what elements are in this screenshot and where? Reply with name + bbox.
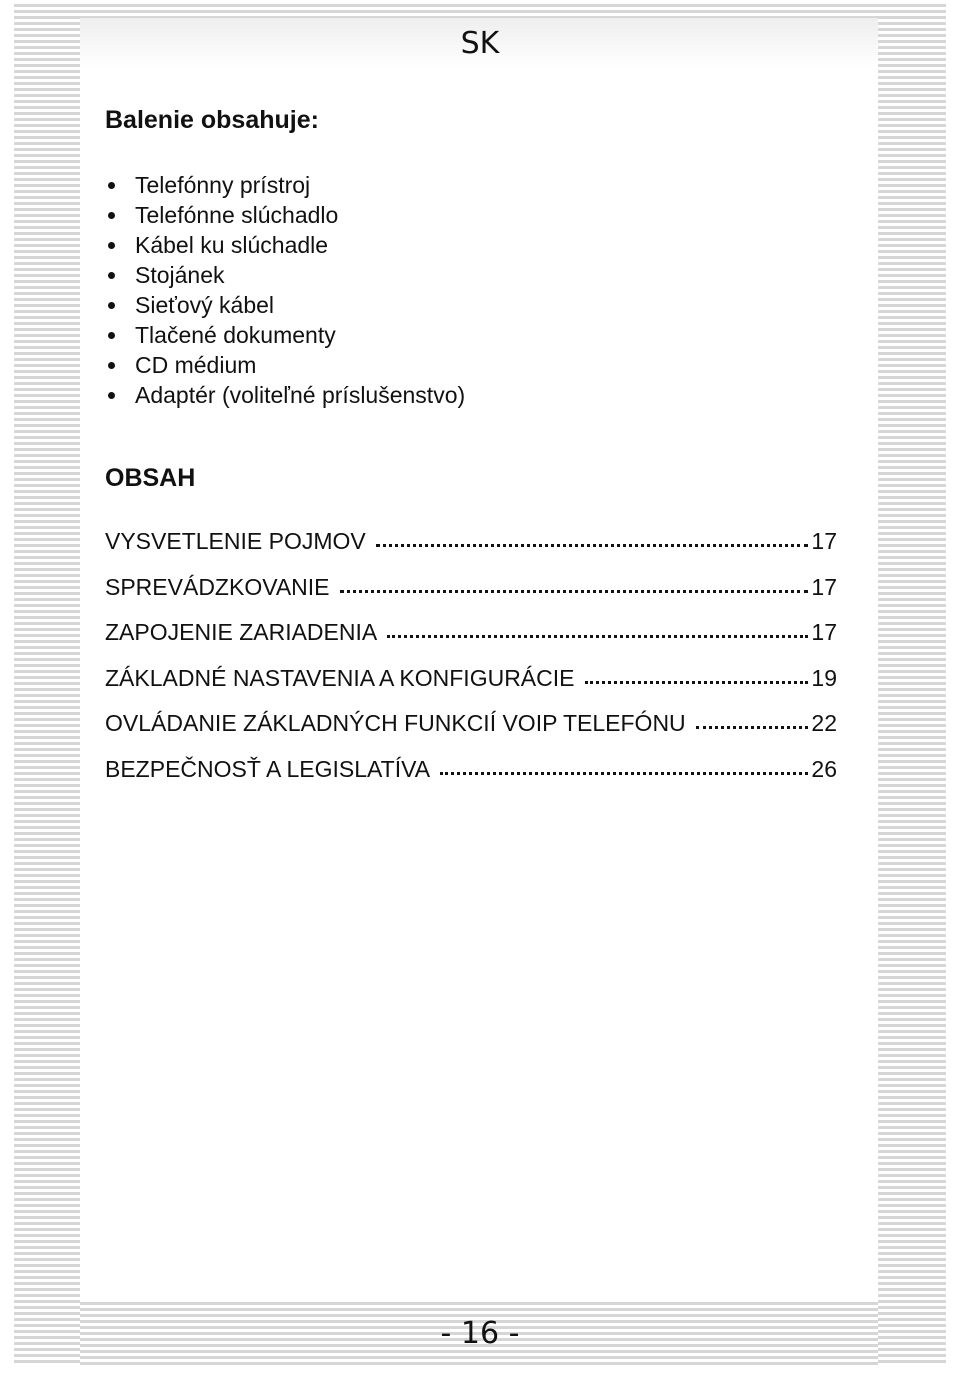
page-border-left	[14, 4, 80, 1366]
toc-leader-dots	[585, 681, 809, 684]
list-item-label: Kábel ku slúchadle	[135, 232, 329, 258]
package-contents-heading: Balenie obsahuje:	[105, 106, 319, 134]
package-contents-list	[105, 170, 465, 410]
list-item-label: Stojánek	[135, 262, 225, 288]
toc-entry-title: ZÁKLADNÉ NASTAVENIA A KONFIGURÁCIE	[105, 664, 575, 691]
bullet-icon	[108, 242, 115, 249]
bullet-icon	[108, 182, 115, 189]
toc-entry-title: ZAPOJENIE ZARIADENIA	[105, 619, 378, 645]
bullet-icon	[108, 272, 115, 279]
toc-entry[interactable]	[105, 708, 837, 754]
toc-entry[interactable]	[105, 754, 837, 800]
toc-entry-title: BEZPEČNOSŤ A LEGISLATÍVA	[105, 755, 431, 782]
list-item	[105, 290, 465, 320]
list-item-label: Sieťový kábel	[135, 292, 275, 318]
toc-leader-dots	[387, 635, 808, 638]
page-border-top	[80, 4, 878, 18]
list-item-label: Adaptér (voliteľné príslušenstvo)	[135, 382, 466, 408]
page-border-right	[878, 4, 946, 1366]
toc-entry-title: SPREVÁDZKOVANIE	[105, 573, 330, 600]
list-item-label: CD médium	[135, 352, 257, 378]
toc-entry-page: 17	[811, 573, 837, 600]
toc-heading: OBSAH	[105, 464, 196, 492]
list-item	[105, 260, 465, 290]
toc-entry-title: OVLÁDANIE ZÁKLADNÝCH FUNKCIÍ VOIP TELEFÓNU	[105, 710, 686, 736]
page-number: - 16 -	[440, 1316, 520, 1351]
toc-leader-dots	[376, 544, 809, 547]
toc-entry[interactable]	[105, 663, 837, 709]
list-item	[105, 320, 465, 350]
toc-leader-dots	[696, 726, 809, 729]
bullet-icon	[108, 302, 115, 309]
toc-entry-page: 22	[811, 710, 837, 736]
toc-entry[interactable]	[105, 617, 837, 663]
bullet-icon	[108, 362, 115, 369]
list-item	[105, 200, 465, 230]
toc-leader-dots	[440, 772, 808, 775]
toc-entry-page: 26	[811, 755, 837, 782]
bullet-icon	[108, 392, 115, 399]
toc-entry[interactable]	[105, 526, 837, 572]
toc-entry-title: VYSVETLENIE POJMOV	[105, 528, 366, 554]
language-code: SK	[460, 26, 500, 61]
bullet-icon	[108, 212, 115, 219]
table-of-contents	[105, 526, 837, 799]
list-item-label: Telefónny prístroj	[135, 172, 311, 198]
toc-entry-page: 19	[811, 664, 837, 691]
list-item-label: Tlačené dokumenty	[135, 322, 336, 348]
list-item-label: Telefónne slúchadlo	[135, 202, 339, 228]
toc-entry[interactable]	[105, 572, 837, 618]
list-item	[105, 170, 465, 200]
bullet-icon	[108, 332, 115, 339]
toc-entry-page: 17	[811, 619, 837, 645]
list-item	[105, 380, 465, 410]
toc-leader-dots	[340, 590, 809, 593]
list-item	[105, 350, 465, 380]
toc-entry-page: 17	[811, 528, 837, 554]
list-item	[105, 230, 465, 260]
